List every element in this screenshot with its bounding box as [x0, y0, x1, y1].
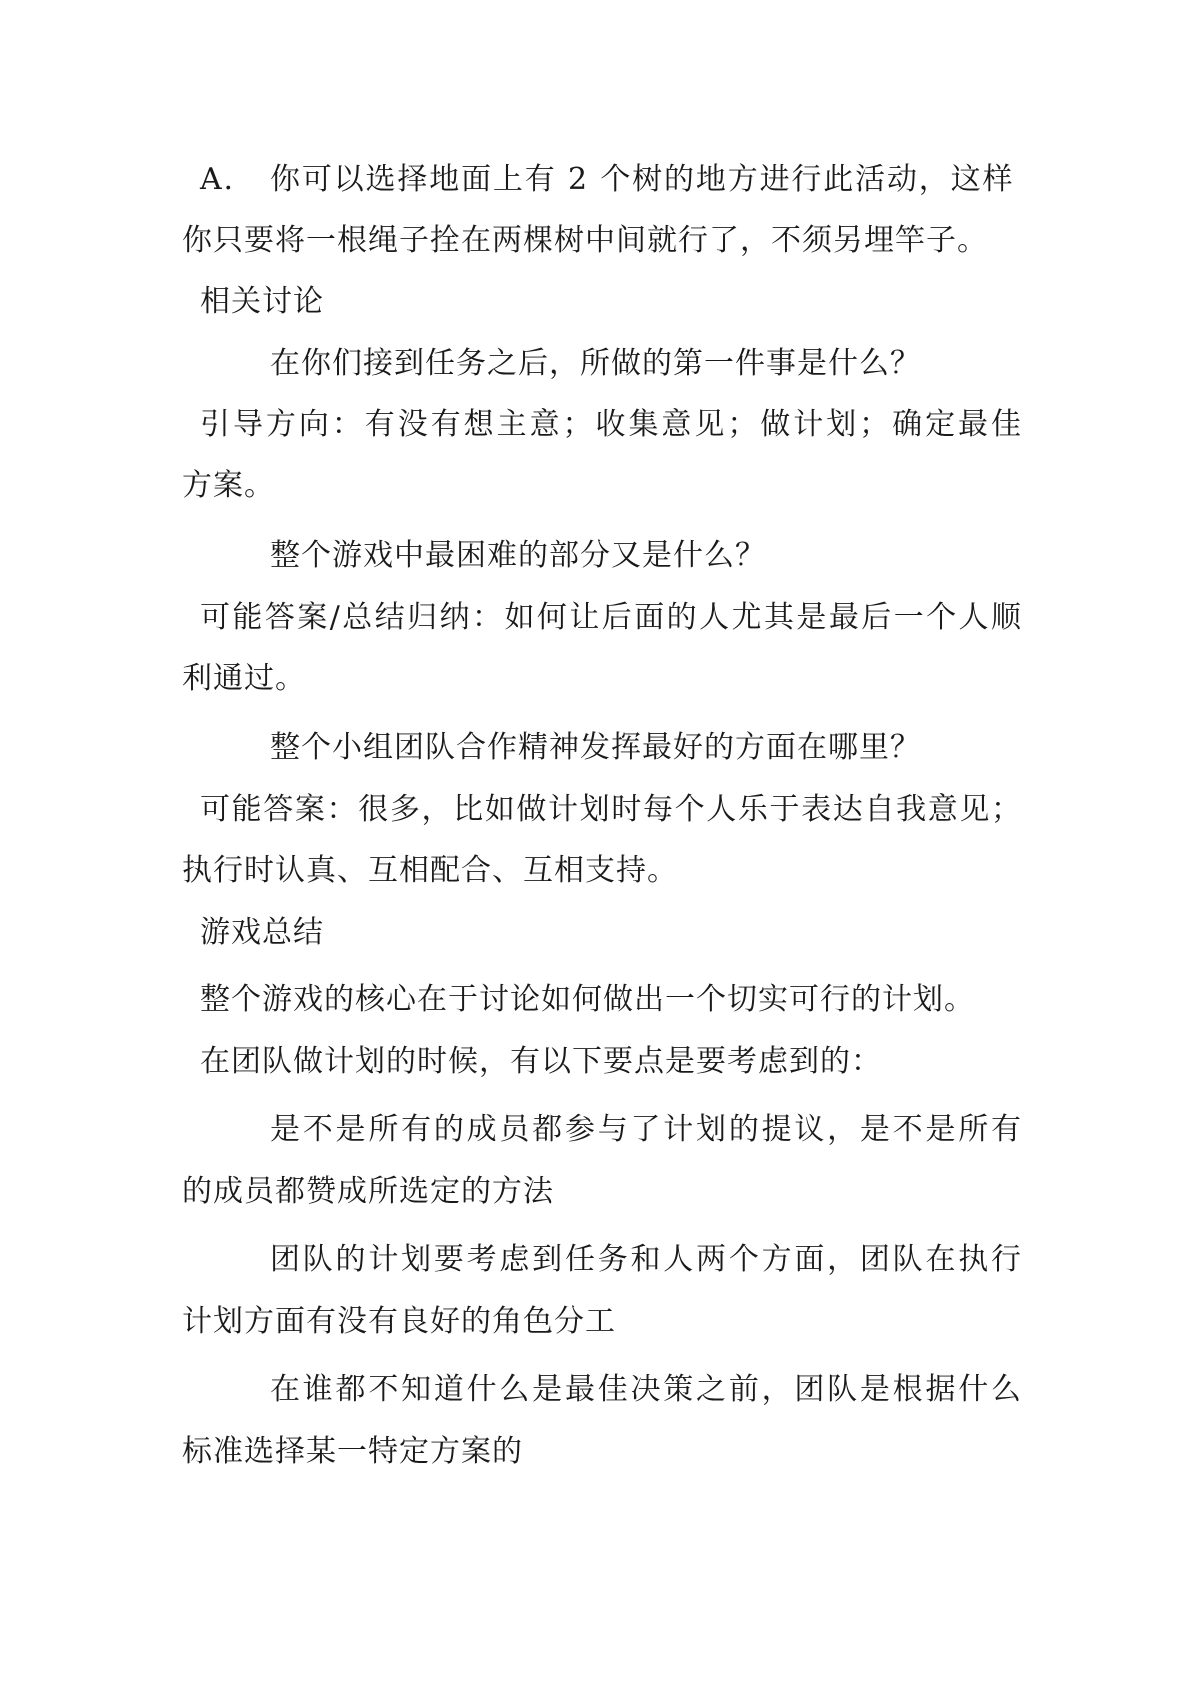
guide-line-1: 引导方向：有没有想主意；收集意见；做计划；确定最佳: [200, 407, 1024, 442]
point-2-line-2: 计划方面有没有良好的角色分工: [182, 1304, 616, 1339]
point-1-line-1: 是不是所有的成员都参与了计划的提议，是不是所有: [270, 1112, 1024, 1147]
list-item-a-line-2: 你只要将一根绳子拴在两棵树中间就行了，不须另埋竿子。: [182, 223, 988, 258]
summary-line-2: 在团队做计划的时候，有以下要点是要考虑到的：: [200, 1044, 882, 1079]
point-1-line-2: 的成员都赞成所选定的方法: [182, 1174, 554, 1209]
list-item-a-text: 你可以选择地面上有 2 个树的地方进行此活动，这样: [270, 162, 1015, 197]
point-3-line-2: 标准选择某一特定方案的: [182, 1434, 523, 1469]
guide-line-2: 方案。: [182, 468, 275, 503]
answer-3-line-2: 执行时认真、互相配合、互相支持。: [182, 853, 678, 888]
list-item-a-line-1: [200, 160, 1022, 200]
answer-2-line-2: 利通过。: [182, 661, 306, 696]
list-marker: A.: [200, 162, 235, 197]
question-1: 在你们接到任务之后，所做的第一件事是什么？: [270, 346, 921, 381]
discussion-heading: 相关讨论: [200, 284, 324, 319]
point-3-line-1: 在谁都不知道什么是最佳决策之前，团队是根据什么: [270, 1372, 1024, 1407]
answer-2-line-1: 可能答案/总结归纳：如何让后面的人尤其是最后一个人顺: [200, 600, 1024, 635]
question-2: 整个游戏中最困难的部分又是什么？: [270, 538, 766, 573]
answer-3-line-1: 可能答案：很多，比如做计划时每个人乐于表达自我意见；: [200, 792, 1023, 827]
question-3: 整个小组团队合作精神发挥最好的方面在哪里？: [270, 730, 921, 765]
point-2-line-1: 团队的计划要考虑到任务和人两个方面，团队在执行: [270, 1242, 1024, 1277]
summary-heading: 游戏总结: [200, 915, 324, 950]
summary-line-1: 整个游戏的核心在于讨论如何做出一个切实可行的计划。: [200, 982, 975, 1017]
